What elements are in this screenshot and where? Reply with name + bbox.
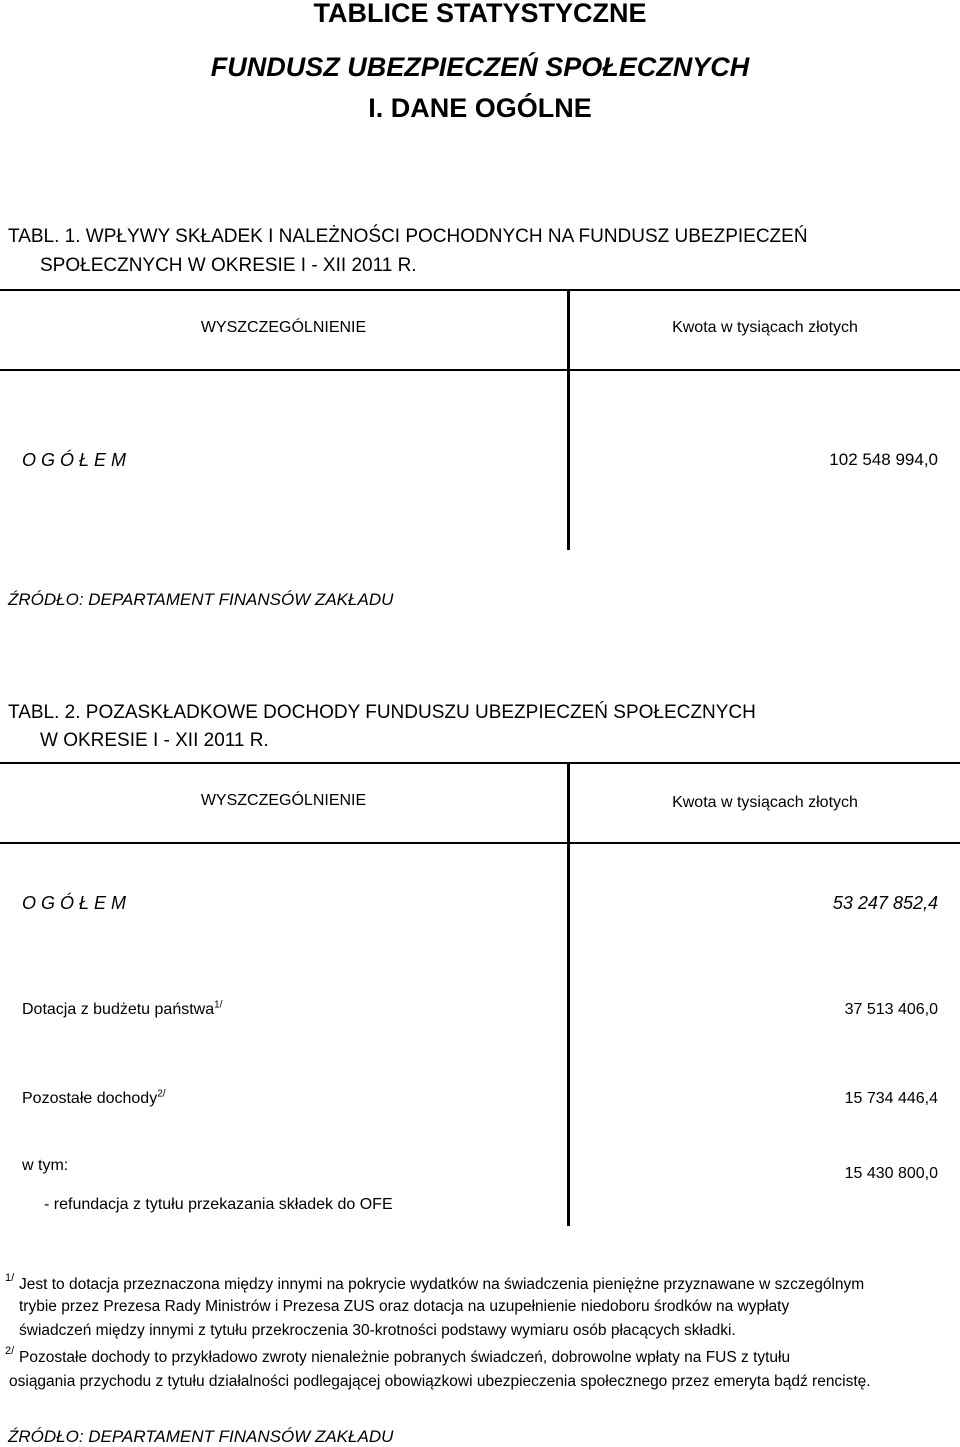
table2-col2-header: Kwota w tysiącach złotych (672, 794, 858, 811)
footnote-line: osiągania przychodu z tytułu działalności podlegającej obowiązkowi ubezpieczenia społecznego przez emeryta bądź rencistę. (9, 1373, 871, 1390)
table1-source: ŹRÓDŁO: DEPARTAMENT FINANSÓW ZAKŁADU (8, 590, 394, 609)
table2-row-value: 15 430 800,0 (844, 1165, 938, 1182)
table2-row-value: 15 734 446,4 (844, 1090, 938, 1107)
table2-total-label: O G Ó Ł E M (22, 893, 127, 913)
footnote-mark: 1/ (5, 1272, 15, 1284)
footnote-line: trybie przez Prezesa Rady Ministrów i Prezesa ZUS oraz dotacja na uzupełnienie niedoboru środków na wypłaty (19, 1298, 790, 1315)
table1-col2-header: Kwota w tysiącach złotych (672, 319, 858, 336)
table2-title-line2: W OKRESIE I - XII 2011 R. (40, 730, 269, 751)
table2-col1-header: WYSZCZEGÓLNIENIE (200, 792, 367, 809)
table2-title-line1: TABL. 2. POZASKŁADKOWE DOCHODY FUNDUSZU UBEZPIECZEŃ SPOŁECZNYCH (8, 702, 756, 723)
page-title: TABLICE STATYSTYCZNE (313, 0, 647, 28)
table2-row-label: w tym: (22, 1157, 69, 1174)
table2-top-rule (0, 762, 960, 764)
table2-total-value: 53 247 852,4 (832, 893, 938, 913)
page-subtitle: FUNDUSZ UBEZPIECZEŃ SPOŁECZNYCH (210, 52, 750, 82)
table2-header-rule (0, 842, 960, 844)
footnote-line: świadczeń między innymi z tytułu przekroczenia 30-krotności podstawy wymiaru osób płacących składki. (19, 1322, 736, 1339)
footnote-line: Pozostałe dochody to przykładowo zwroty nienależnie pobranych świadczeń, dobrowolne wpłaty na FUS z tytułu (19, 1349, 791, 1366)
row-label-text: Dotacja z budżetu państwa (22, 1001, 215, 1018)
table2-row-sublabel: - refundacja z tytułu przekazania składek do OFE (44, 1196, 393, 1213)
table2-column-divider (567, 763, 570, 1226)
table2-row-value: 37 513 406,0 (844, 1001, 938, 1018)
footnote-ref: 2/ (157, 1088, 166, 1100)
table1-col1-header: WYSZCZEGÓLNIENIE (200, 319, 367, 336)
table1-total-label: O G Ó Ł E M (22, 450, 127, 470)
footnote-mark: 2/ (5, 1345, 15, 1357)
footnote-ref: 1/ (214, 999, 223, 1011)
table2-row-label (22, 1001, 222, 1019)
footnote-line: Jest to dotacja przeznaczona między innymi na pokrycie wydatków na świadczenia pieniężne przyznawane w szczególnym (19, 1276, 865, 1293)
table1-header-rule (0, 369, 960, 371)
row-label-text: Pozostałe dochody (22, 1090, 158, 1107)
table1-title-line1: TABL. 1. WPŁYWY SKŁADEK I NALEŻNOŚCI POCHODNYCH NA FUNDUSZ UBEZPIECZEŃ (8, 226, 808, 247)
table1-title-line2: SPOŁECZNYCH W OKRESIE I - XII 2011 R. (40, 255, 417, 276)
table1-top-rule (0, 289, 960, 291)
section-title: I. DANE OGÓLNE (368, 93, 592, 123)
table1-total-value: 102 548 994,0 (829, 450, 938, 469)
bottom-source: ŹRÓDŁO: DEPARTAMENT FINANSÓW ZAKŁADU (8, 1427, 394, 1446)
table2-row-label (22, 1090, 166, 1108)
